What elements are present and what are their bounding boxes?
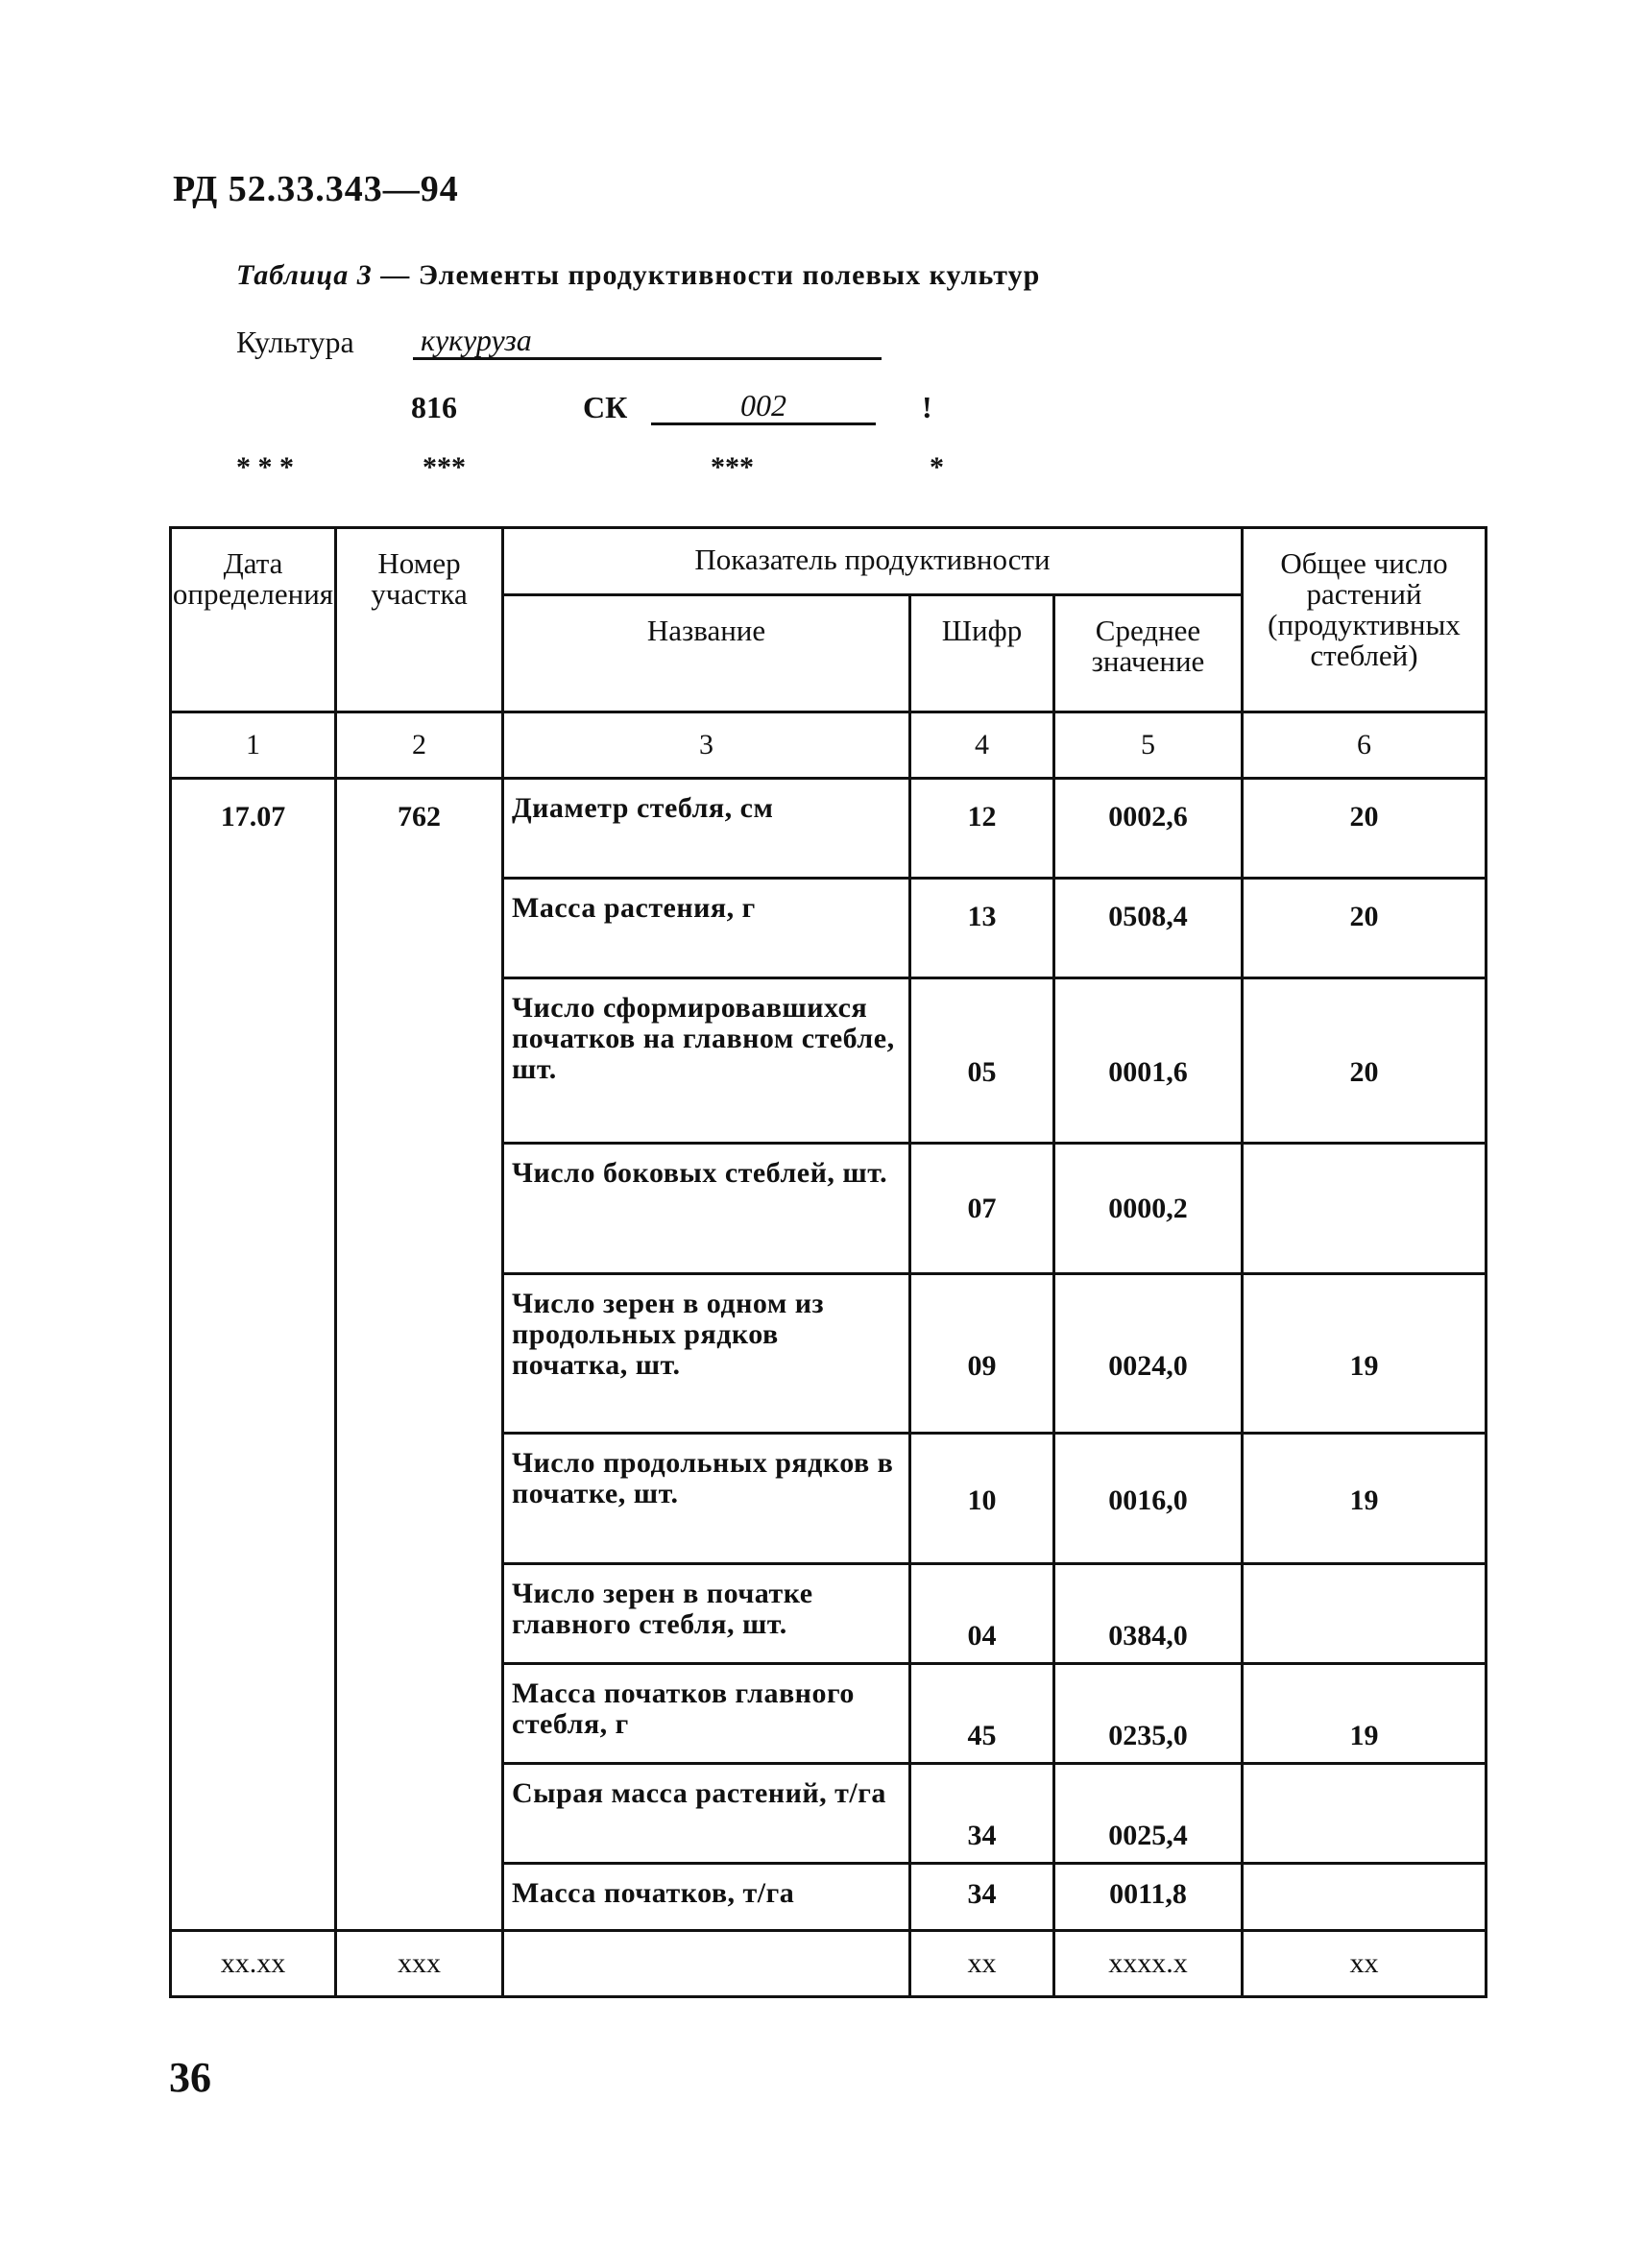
star-marker-2: *** — [423, 451, 466, 483]
exclamation-mark: ! — [922, 390, 932, 424]
indicator-total: 19 — [1243, 1434, 1487, 1564]
footer-code: xx — [910, 1931, 1054, 1997]
ck-label: СК — [583, 390, 628, 424]
table-caption — [236, 259, 1040, 292]
indicator-name: Масса початков главного стебля, г — [503, 1664, 910, 1764]
culture-code: 816 — [411, 390, 457, 424]
col-number: 5 — [1054, 712, 1243, 779]
indicator-total — [1243, 1864, 1487, 1931]
indicator-total: 20 — [1243, 978, 1487, 1144]
header-total: Общее число растений (продуктивных стеблей) — [1243, 528, 1487, 712]
header-code: Шифр — [910, 595, 1054, 712]
indicator-code: 45 — [910, 1664, 1054, 1764]
indicator-total: 20 — [1243, 779, 1487, 879]
footer-mean: xxxx.x — [1054, 1931, 1243, 1997]
indicator-name: Число сформировавшихся початков на главном стебле, шт. — [503, 978, 910, 1144]
indicator-mean: 0025,4 — [1054, 1764, 1243, 1864]
indicator-mean: 0384,0 — [1054, 1564, 1243, 1664]
indicator-total — [1243, 1564, 1487, 1664]
indicator-name: Диаметр стебля, см — [503, 779, 910, 879]
page-number: 36 — [169, 2054, 211, 2101]
header-indicator: Показатель продуктивности — [503, 528, 1243, 595]
header-plot: Номер участка — [336, 528, 503, 712]
indicator-mean: 0508,4 — [1054, 879, 1243, 978]
indicator-name: Масса растения, г — [503, 879, 910, 978]
header-date: Дата определения — [171, 528, 336, 712]
indicator-code: 05 — [910, 978, 1054, 1144]
ck-value: 002 — [651, 390, 876, 425]
star-marker-3: *** — [711, 451, 754, 483]
col-number: 3 — [503, 712, 910, 779]
star-marker-1: * * * — [236, 451, 294, 483]
indicator-code: 34 — [910, 1864, 1054, 1931]
footer-name — [503, 1931, 910, 1997]
date-value: 17.07 — [171, 779, 336, 1931]
footer-row — [171, 1931, 1487, 1997]
col-number: 1 — [171, 712, 336, 779]
indicator-name: Число продольных рядков в початке, шт. — [503, 1434, 910, 1564]
indicator-mean: 0001,6 — [1054, 978, 1243, 1144]
productivity-table — [169, 526, 1487, 1998]
col-number: 6 — [1243, 712, 1487, 779]
plot-value: 762 — [336, 779, 503, 1931]
column-numbers-row — [171, 712, 1487, 779]
indicator-code: 34 — [910, 1764, 1054, 1864]
table-row — [171, 779, 1487, 879]
header-mean: Среднее значение — [1054, 595, 1243, 712]
indicator-name: Число боковых стеблей, шт. — [503, 1144, 910, 1274]
indicator-mean: 0011,8 — [1054, 1864, 1243, 1931]
star-marker-4: * — [930, 451, 944, 483]
indicator-name: Сырая масса растений, т/га — [503, 1764, 910, 1864]
indicator-code: 12 — [910, 779, 1054, 879]
indicator-total — [1243, 1764, 1487, 1864]
caption-label: Таблица 3 — [236, 259, 373, 291]
footer-total: xx — [1243, 1931, 1487, 1997]
indicator-code: 09 — [910, 1274, 1054, 1434]
indicator-name: Масса початков, т/га — [503, 1864, 910, 1931]
culture-label: Культура — [236, 325, 354, 359]
indicator-code: 10 — [910, 1434, 1054, 1564]
indicator-total: 19 — [1243, 1274, 1487, 1434]
indicator-total: 20 — [1243, 879, 1487, 978]
indicator-code: 04 — [910, 1564, 1054, 1664]
indicator-total: 19 — [1243, 1664, 1487, 1764]
header-name: Название — [503, 595, 910, 712]
indicator-name: Число зерен в початке главного стебля, шт. — [503, 1564, 910, 1664]
indicator-mean: 0235,0 — [1054, 1664, 1243, 1764]
indicator-mean: 0024,0 — [1054, 1274, 1243, 1434]
indicator-name: Число зерен в одном из продольных рядков початка, шт. — [503, 1274, 910, 1434]
indicator-mean: 0002,6 — [1054, 779, 1243, 879]
footer-date: xx.xx — [171, 1931, 336, 1997]
header-row — [171, 528, 1487, 595]
indicator-code: 13 — [910, 879, 1054, 978]
culture-value: кукуруза — [413, 325, 882, 360]
col-number: 4 — [910, 712, 1054, 779]
footer-plot: xxx — [336, 1931, 503, 1997]
indicator-mean: 0000,2 — [1054, 1144, 1243, 1274]
indicator-total — [1243, 1144, 1487, 1274]
document-code: РД 52.33.343—94 — [173, 169, 459, 209]
caption-text: — Элементы продуктивности полевых культур — [380, 259, 1041, 291]
col-number: 2 — [336, 712, 503, 779]
indicator-code: 07 — [910, 1144, 1054, 1274]
indicator-mean: 0016,0 — [1054, 1434, 1243, 1564]
